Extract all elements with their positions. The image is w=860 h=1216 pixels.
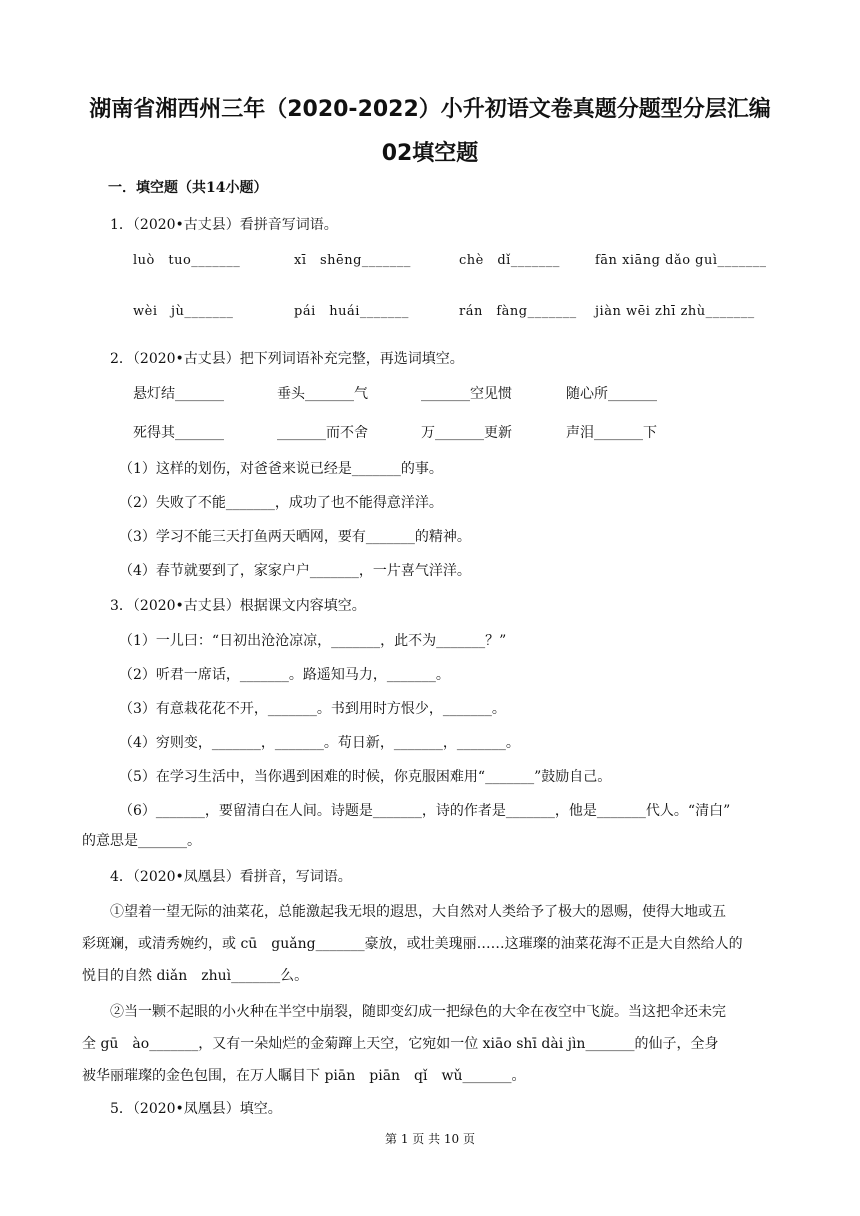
document-title-line2: 02填空题 (381, 141, 479, 166)
question-2-sub: （1）这样的划伤，对爸爸来说已经是_______的事。 (119, 461, 443, 477)
pinyin-item: luò tuo_______ (133, 253, 241, 268)
question-3-sub: （6）_______，要留清白在人间。诗题是_______，诗的作者是_______，他是_______代人。“清白” (119, 803, 731, 819)
question-3-sub: （3）有意栽花花不开，_______。书到用时方恨少，_______。 (119, 701, 506, 717)
word-item: 死得其_______ (133, 425, 224, 441)
question-3-sub: （2）听君一席话，_______。路遥知马力，_______。 (119, 667, 450, 683)
pinyin-item: pái huái_______ (294, 304, 409, 319)
question-4-paragraph-2: 全 gū ào_______，又有一朵灿烂的金菊蹿上天空，它宛如一位 xiāo shī dài jìn_______的仙子，全身 (82, 1036, 719, 1052)
page-footer: 第 1 页 共 10 页 (385, 1132, 475, 1146)
question-4-paragraph-1: 悦目的自然 diǎn zhuì_______么。 (82, 968, 309, 984)
question-4-paragraph-2: 被华丽璀璨的金色包围，在万人瞩目下 piān piān qǐ wǔ_______。 (82, 1068, 526, 1084)
question-4-paragraph-1: 彩斑斓，或清秀婉约，或 cū guǎng_______豪放，或壮美瑰丽……这璀璨的油菜花海不正是大自然给人的 (82, 936, 743, 952)
word-item: _______而不舍 (277, 425, 368, 441)
question-2-sub: （2）失败了不能_______，成功了也不能得意洋洋。 (119, 495, 443, 511)
word-item: _______空见惯 (421, 386, 512, 402)
document-title-line1: 湖南省湘西州三年（2020-2022）小升初语文卷真题分题型分层汇编 (89, 97, 771, 122)
word-item: 随心所_______ (566, 386, 657, 402)
question-2-sub: （3）学习不能三天打鱼两天晒网，要有_______的精神。 (119, 529, 471, 545)
question-3-stem: 3．（2020•古丈县）根据课文内容填空。 (110, 598, 366, 614)
question-3-sub: （4）穷则变，_______，_______。苟日新，_______，_______。 (119, 735, 520, 751)
question-4-paragraph-2: ②当一颗不起眼的小火种在半空中崩裂，随即变幻成一把绿色的大伞在夜空中飞旋。当这把伞还未完 (110, 1004, 726, 1020)
question-1-stem: 1．（2020•古丈县）看拼音写词语。 (110, 217, 338, 233)
pinyin-item: xī shēng_______ (294, 253, 411, 268)
question-4-paragraph-1: ①望着一望无际的油菜花，总能激起我无垠的遐思，大自然对人类给予了极大的恩赐，使得大地或五 (110, 904, 726, 920)
pinyin-item: jiàn wēi zhī zhù_______ (595, 304, 755, 319)
pinyin-item: chè dǐ_______ (459, 253, 560, 268)
question-3-sub: （1）一儿曰：“日初出沧沧凉凉，_______，此不为_______？” (119, 633, 507, 649)
pinyin-item: wèi jù_______ (133, 304, 234, 319)
word-item: 垂头_______气 (277, 386, 368, 402)
word-item: 悬灯结_______ (133, 386, 224, 402)
word-item: 声泪_______下 (566, 425, 657, 441)
pinyin-item: fān xiāng dǎo guì_______ (595, 253, 767, 268)
question-4-stem: 4．（2020•凤凰县）看拼音，写词语。 (110, 869, 352, 885)
question-2-stem: 2．（2020•古丈县）把下列词语补充完整，再选词填空。 (110, 351, 464, 367)
word-item: 万_______更新 (421, 425, 512, 441)
question-3-sub-continued: 的意思是_______。 (82, 833, 201, 849)
question-2-sub: （4）春节就要到了，家家户户_______，一片喜气洋洋。 (119, 563, 471, 579)
question-5-stem: 5．（2020•凤凰县）填空。 (110, 1101, 282, 1117)
section-heading: 一．填空题（共14小题） (108, 180, 268, 196)
pinyin-item: rán fàng_______ (459, 304, 577, 319)
question-3-sub: （5）在学习生活中，当你遇到困难的时候，你克服困难用“_______”鼓励自己。 (119, 769, 612, 785)
